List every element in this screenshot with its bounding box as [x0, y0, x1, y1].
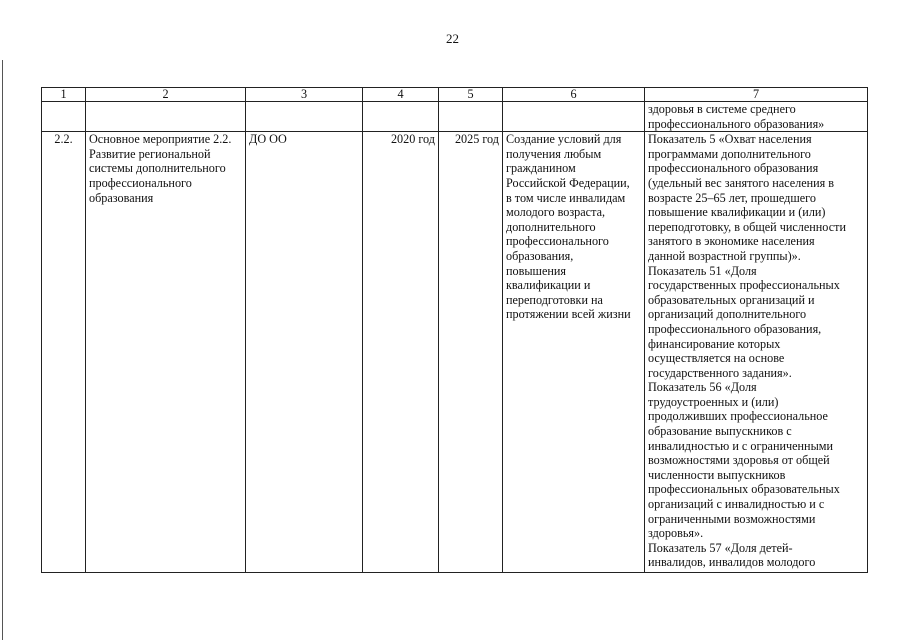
indicator-line: переподготовку, в общей численности [648, 219, 846, 234]
continuation-cell-5 [439, 102, 503, 132]
indicator-line: Показатель 57 «Доля детей- [648, 540, 793, 555]
measure-result-line: в том числе инвалидам [506, 190, 626, 205]
page-number: 22 [446, 31, 459, 46]
indicator-line: инвалидностью и с ограниченными [648, 438, 833, 453]
continuation-cell-2 [86, 102, 246, 132]
indicator-line: финансирование которых [648, 336, 781, 351]
measure-title-line: Развитие региональной [89, 146, 211, 161]
indicator-line: профессионального образования [648, 161, 819, 176]
measure-title [86, 132, 246, 573]
indicator-line: продолживших профессиональное [648, 409, 828, 424]
left-margin-rule [2, 60, 3, 640]
measure-title-line: профессионального [89, 175, 192, 190]
indicator-line: занятого в экономике населения [648, 234, 815, 249]
indicator-line: Показатель 56 «Доля [648, 380, 757, 395]
indicator-line: ограниченными возможностями [648, 511, 816, 526]
measure-result-line: гражданином [506, 161, 576, 176]
indicator-line: повышение квалификации и (или) [648, 205, 826, 220]
continuation-cell-1 [42, 102, 86, 132]
indicator-line: профессионального образования, [648, 321, 822, 336]
header-cell-4: 4 [363, 88, 439, 102]
measure-result-line: квалификации и [506, 278, 591, 293]
indicator-line: здоровья». [648, 526, 704, 541]
measure-number: 2.2. [42, 132, 86, 573]
measure-executor: ДО ОО [246, 132, 363, 573]
measure-result [503, 132, 645, 573]
measure-result-line: дополнительного [506, 219, 596, 234]
indicator-line: (удельный вес занятого населения в [648, 175, 835, 190]
indicator-line: государственных профессиональных [648, 278, 840, 293]
indicator-line: образование выпускников с [648, 424, 792, 439]
indicator-line: данной возрастной группы)». [648, 248, 801, 263]
measure-result-line: повышения [506, 263, 567, 278]
indicator-line: возрасте 25–65 лет, прошедшего [648, 190, 816, 205]
indicator-line: программами дополнительного [648, 146, 811, 161]
header-cell-1: 1 [42, 88, 86, 102]
measure-result-line: Создание условий для [506, 132, 622, 147]
measure-title-line: Основное мероприятие 2.2. [89, 132, 232, 147]
indicator-line: Показатель 51 «Доля [648, 263, 757, 278]
indicator-line: организаций дополнительного [648, 307, 807, 322]
continuation-cell-7 [645, 102, 868, 132]
indicator-line: трудоустроенных и (или) [648, 394, 779, 409]
indicator-line: профессиональных образовательных [648, 482, 840, 497]
measure-result-line: получения любым [506, 146, 602, 161]
measure-row-2-2 [42, 132, 868, 573]
header-cell-5: 5 [439, 88, 503, 102]
measure-indicators [645, 132, 868, 573]
indicator-line: инвалидов, инвалидов молодого [648, 555, 816, 570]
continuation-cell-6 [503, 102, 645, 132]
continuation-cell-3 [246, 102, 363, 132]
measure-title-line: системы дополнительного [89, 161, 226, 176]
measure-result-line: протяжении всей жизни [506, 307, 631, 322]
indicator-line: возможностями здоровья от общей [648, 453, 830, 468]
indicator-line: Показатель 5 «Охват населения [648, 132, 812, 147]
continuation-row [42, 102, 868, 132]
header-cell-6: 6 [503, 88, 645, 102]
indicator-line: государственного задания». [648, 365, 792, 380]
measure-start-year: 2020 год [363, 132, 439, 573]
continuation-text-line: здоровья в системе среднего [648, 102, 796, 116]
measure-end-year: 2025 год [439, 132, 503, 573]
continuation-text-line: профессионального образования» [648, 116, 825, 131]
header-row [42, 88, 868, 102]
measures-table [41, 87, 868, 573]
continuation-cell-4 [363, 102, 439, 132]
measure-result-line: образования, [506, 248, 574, 263]
header-cell-3: 3 [246, 88, 363, 102]
indicator-line: организаций с инвалидностью и с [648, 497, 825, 512]
measure-result-line: Российской Федерации, [506, 175, 630, 190]
indicator-line: образовательных организаций и [648, 292, 815, 307]
indicator-line: численности выпускников [648, 467, 786, 482]
indicator-line: осуществляется на основе [648, 351, 785, 366]
measure-result-line: молодого возраста, [506, 205, 606, 220]
header-cell-2: 2 [86, 88, 246, 102]
measure-title-line: образования [89, 190, 154, 205]
measure-result-line: профессионального [506, 234, 609, 249]
measure-result-line: переподготовки на [506, 292, 603, 307]
header-cell-7: 7 [645, 88, 868, 102]
